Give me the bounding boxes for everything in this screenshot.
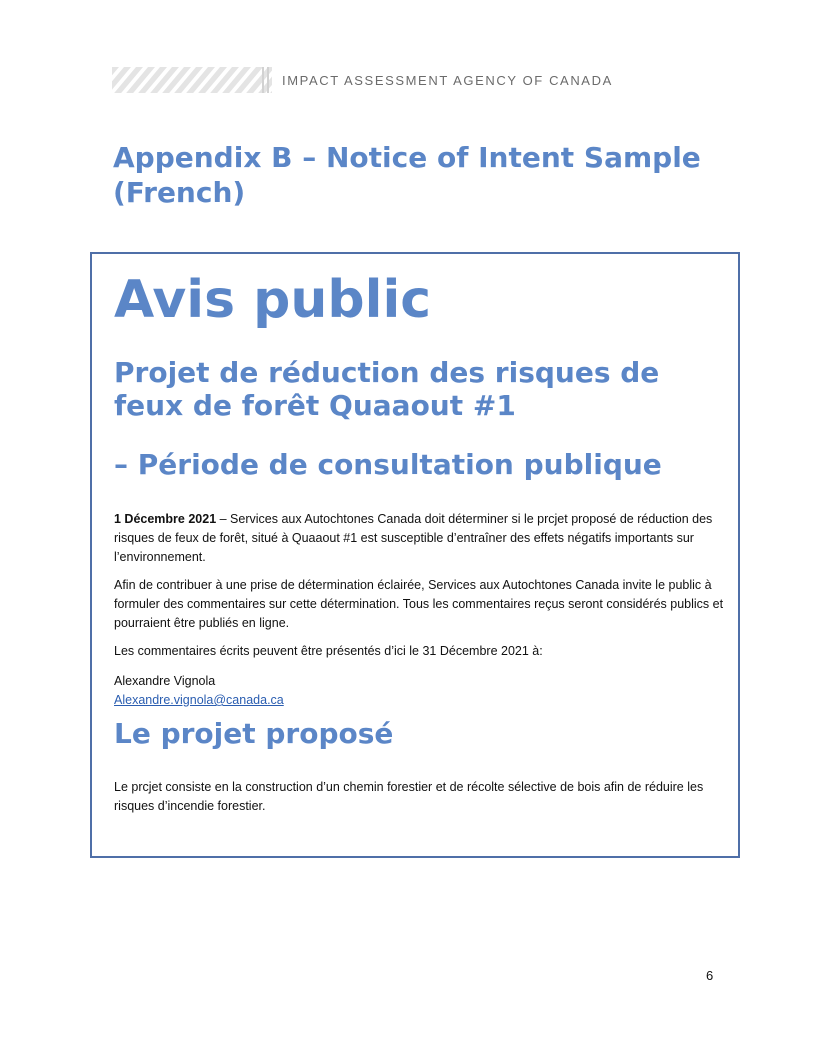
- contact-email-link[interactable]: Alexandre.vignola@canada.ca: [114, 693, 284, 707]
- project-title: Projet de réduction des risques de feux de forêt Quaaout #1: [114, 356, 660, 422]
- notice-date: 1 Décembre 2021: [114, 512, 217, 526]
- striped-agency-logo-icon: [112, 67, 272, 93]
- notice-paragraph-3: Les commentaires écrits peuvent être présentés d’ici le 31 Décembre 2021 à:: [114, 644, 543, 658]
- notice-paragraph-2: Afin de contribuer à une prise de détermination éclairée, Services aux Autochtones Canada invite le public à formuler des commentaires sur cette détermination. Tous les commentaires reçus seront considérés publics et pourraient être publiés en ligne.: [114, 578, 724, 630]
- notice-paragraph-1: [114, 510, 724, 567]
- notice-box: [90, 252, 740, 858]
- section-title: Le projet proposé: [114, 717, 394, 750]
- appendix-title: Appendix B – Notice of Intent Sample (French): [113, 141, 701, 209]
- page-number: 6: [706, 968, 714, 983]
- period-title: – Période de consultation publique: [114, 448, 662, 481]
- notice-heading: Avis public: [114, 270, 432, 330]
- contact-block: [114, 672, 724, 710]
- contact-name: Alexandre Vignola: [114, 674, 216, 688]
- notice-paragraph-4: Le prcjet consiste en la construction d’un chemin forestier et de récolte sélective de bois afin de réduire les risques d’incendie forestier.: [114, 780, 704, 813]
- page-header: [112, 66, 613, 94]
- agency-name: IMPACT ASSESSMENT AGENCY OF CANADA: [282, 72, 613, 88]
- notice-paragraph-1-text: – Services aux Autochtones Canada doit déterminer si le prcjet proposé de réduction des risques de feux de forêt, situé à Quaaout #1 est susceptible d’entraîner des effets négatifs importants sur l’environnement.: [114, 512, 713, 564]
